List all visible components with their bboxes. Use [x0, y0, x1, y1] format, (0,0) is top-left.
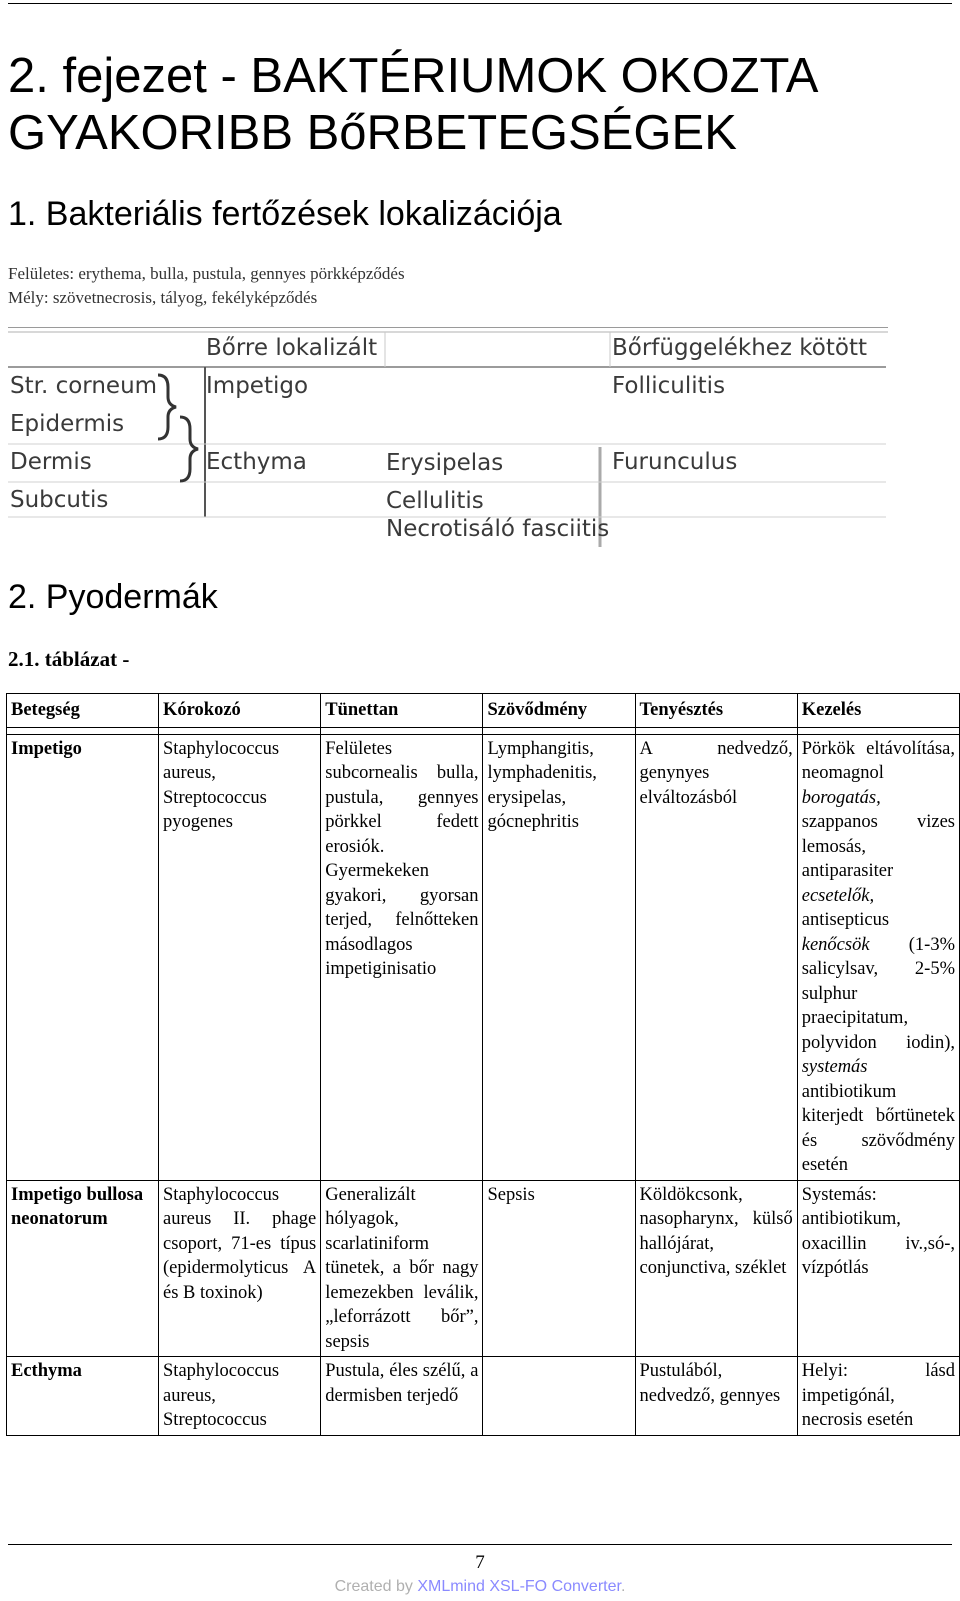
cell-symptoms: Pustula, éles szélű, a dermisben terjedő — [321, 1357, 483, 1436]
table-caption: 2.1. táblázat - — [8, 647, 130, 671]
top-rule — [8, 3, 952, 4]
section-title-pyoderma: 2. Pyodermák — [8, 578, 218, 616]
localization-figure — [8, 327, 908, 557]
cell-culture: Köldökcsonk, nasopharynx, külső hallójárat, conjunctiva, széklet — [635, 1180, 797, 1357]
brace-ecthyma-icon — [180, 417, 198, 481]
header-pathogen: Kórokozó — [159, 694, 321, 728]
cell-disease: Impetigo — [7, 734, 159, 1180]
brace-impetigo-icon — [158, 375, 176, 439]
figure-furunculus: Furunculus — [612, 449, 738, 475]
intro-line-superficial: Felületes: erythema, bulla, pustula, gennyes pörkképződés — [8, 264, 405, 283]
figure-layer-dermis: Dermis — [10, 449, 92, 475]
cell-pathogen: Staphylococcus aureus II. phage csoport, 71-es típus (epidermolyticus A és B toxinok) — [159, 1180, 321, 1357]
treatment-text: Pörkök eltávolítása, neomagnol — [801, 738, 955, 783]
creator-prefix: Created by — [334, 1578, 418, 1595]
figure-layer-stratum-corneum: Str. corneum — [10, 373, 158, 399]
header-symptoms: Tünettan — [321, 694, 483, 728]
cell-disease: Impetigo bullosa neonatorum — [7, 1180, 159, 1357]
treatment-text: antibiotikum kiterjedt bőrtünetek és szövődmény esetén — [801, 1081, 955, 1175]
creator-suffix: . — [620, 1578, 626, 1595]
cell-disease: Ecthyma — [7, 1357, 159, 1436]
header-treatment: Kezelés — [797, 694, 959, 728]
page-number: 7 — [475, 1552, 485, 1573]
treatment-text: szappanos vizes lemosás, antiparasiter — [801, 812, 955, 881]
figure-header-appendage: Bőrfüggelékhez kötött — [612, 335, 867, 361]
figure-layer-epidermis: Epidermis — [10, 411, 125, 437]
figure-layer-subcutis: Subcutis — [10, 487, 109, 513]
cell-treatment: Systemás: antibiotikum, oxacillin iv.,só-, vízpótlás — [797, 1180, 959, 1357]
section-title-localization: 1. Bakteriális fertőzések lokalizációja — [8, 195, 562, 233]
header-culture: Tenyésztés — [635, 694, 797, 728]
cell-complication: Lymphangitis, lymphadenitis, erysipelas, gócnephritis — [483, 734, 635, 1180]
table-row — [7, 1180, 960, 1357]
figure-folliculitis: Folliculitis — [612, 373, 726, 399]
cell-complication: Sepsis — [483, 1180, 635, 1357]
cell-culture: Pustulából, nedvedző, gennyes — [635, 1357, 797, 1436]
header-disease: Betegség — [7, 694, 159, 728]
table-row — [7, 1357, 960, 1436]
treatment-italic: ecsetelők, — [801, 885, 875, 906]
creator-credit — [0, 1578, 960, 1596]
cell-culture: A nedvedző, genynyes elváltozásból — [635, 734, 797, 1180]
cell-treatment — [797, 734, 959, 1180]
cell-pathogen: Staphylococcus aureus, Streptococcus — [159, 1357, 321, 1436]
header-complication: Szövődmény — [483, 694, 635, 728]
cell-pathogen: Staphylococcus aureus, Streptococcus pyogenes — [159, 734, 321, 1180]
treatment-text: (1-3% salicylsav, 2-5% sulphur praecipitatum, polyvidon iodin), — [801, 934, 955, 1053]
cell-symptoms: Generalizált hólyagok, scarlatiniform tünetek, a bőr nagy lemezekben leválik, „leforrázott bőr”, sepsis — [321, 1180, 483, 1357]
table-row — [7, 734, 960, 1180]
figure-necrotising-fasciitis: Necrotisáló fasciitis — [386, 516, 610, 542]
intro-line-deep: Mély: szövetnecrosis, tályog, fekélyképződés — [8, 288, 318, 307]
treatment-italic: systemás — [801, 1057, 868, 1077]
figure-header-skin: Bőrre lokalizált — [206, 335, 378, 361]
treatment-text: antisepticus — [801, 910, 890, 930]
figure-ecthyma: Ecthyma — [206, 449, 307, 475]
figure-impetigo: Impetigo — [206, 373, 309, 399]
cell-treatment: Helyi: lásd impetigónál, necrosis esetén — [797, 1357, 959, 1436]
treatment-italic: borogatás, — [801, 787, 881, 808]
table-header-row — [7, 694, 960, 728]
cell-symptoms: Felületes subcornealis bulla, pustula, gennyes pörkkel fedett erosiók. Gyermekeken gyakori, gyorsan terjed, felnőtteken másodlagos impetiginisatio — [321, 734, 483, 1180]
treatment-italic: kenőcsök — [801, 934, 870, 955]
figure-erysipelas: Erysipelas — [386, 450, 504, 476]
footer-rule — [8, 1544, 952, 1545]
table-spacer — [7, 727, 960, 734]
converter-link[interactable]: XMLmind XSL-FO Converter — [417, 1578, 621, 1595]
cell-complication — [483, 1357, 635, 1436]
pyoderma-table — [6, 693, 960, 1436]
intro-text — [8, 262, 405, 310]
chapter-title: 2. fejezet - BAKTÉRIUMOK OKOZTA GYAKORIBB BőRBETEGSÉGEK — [8, 49, 816, 160]
figure-cellulitis: Cellulitis — [386, 488, 484, 514]
